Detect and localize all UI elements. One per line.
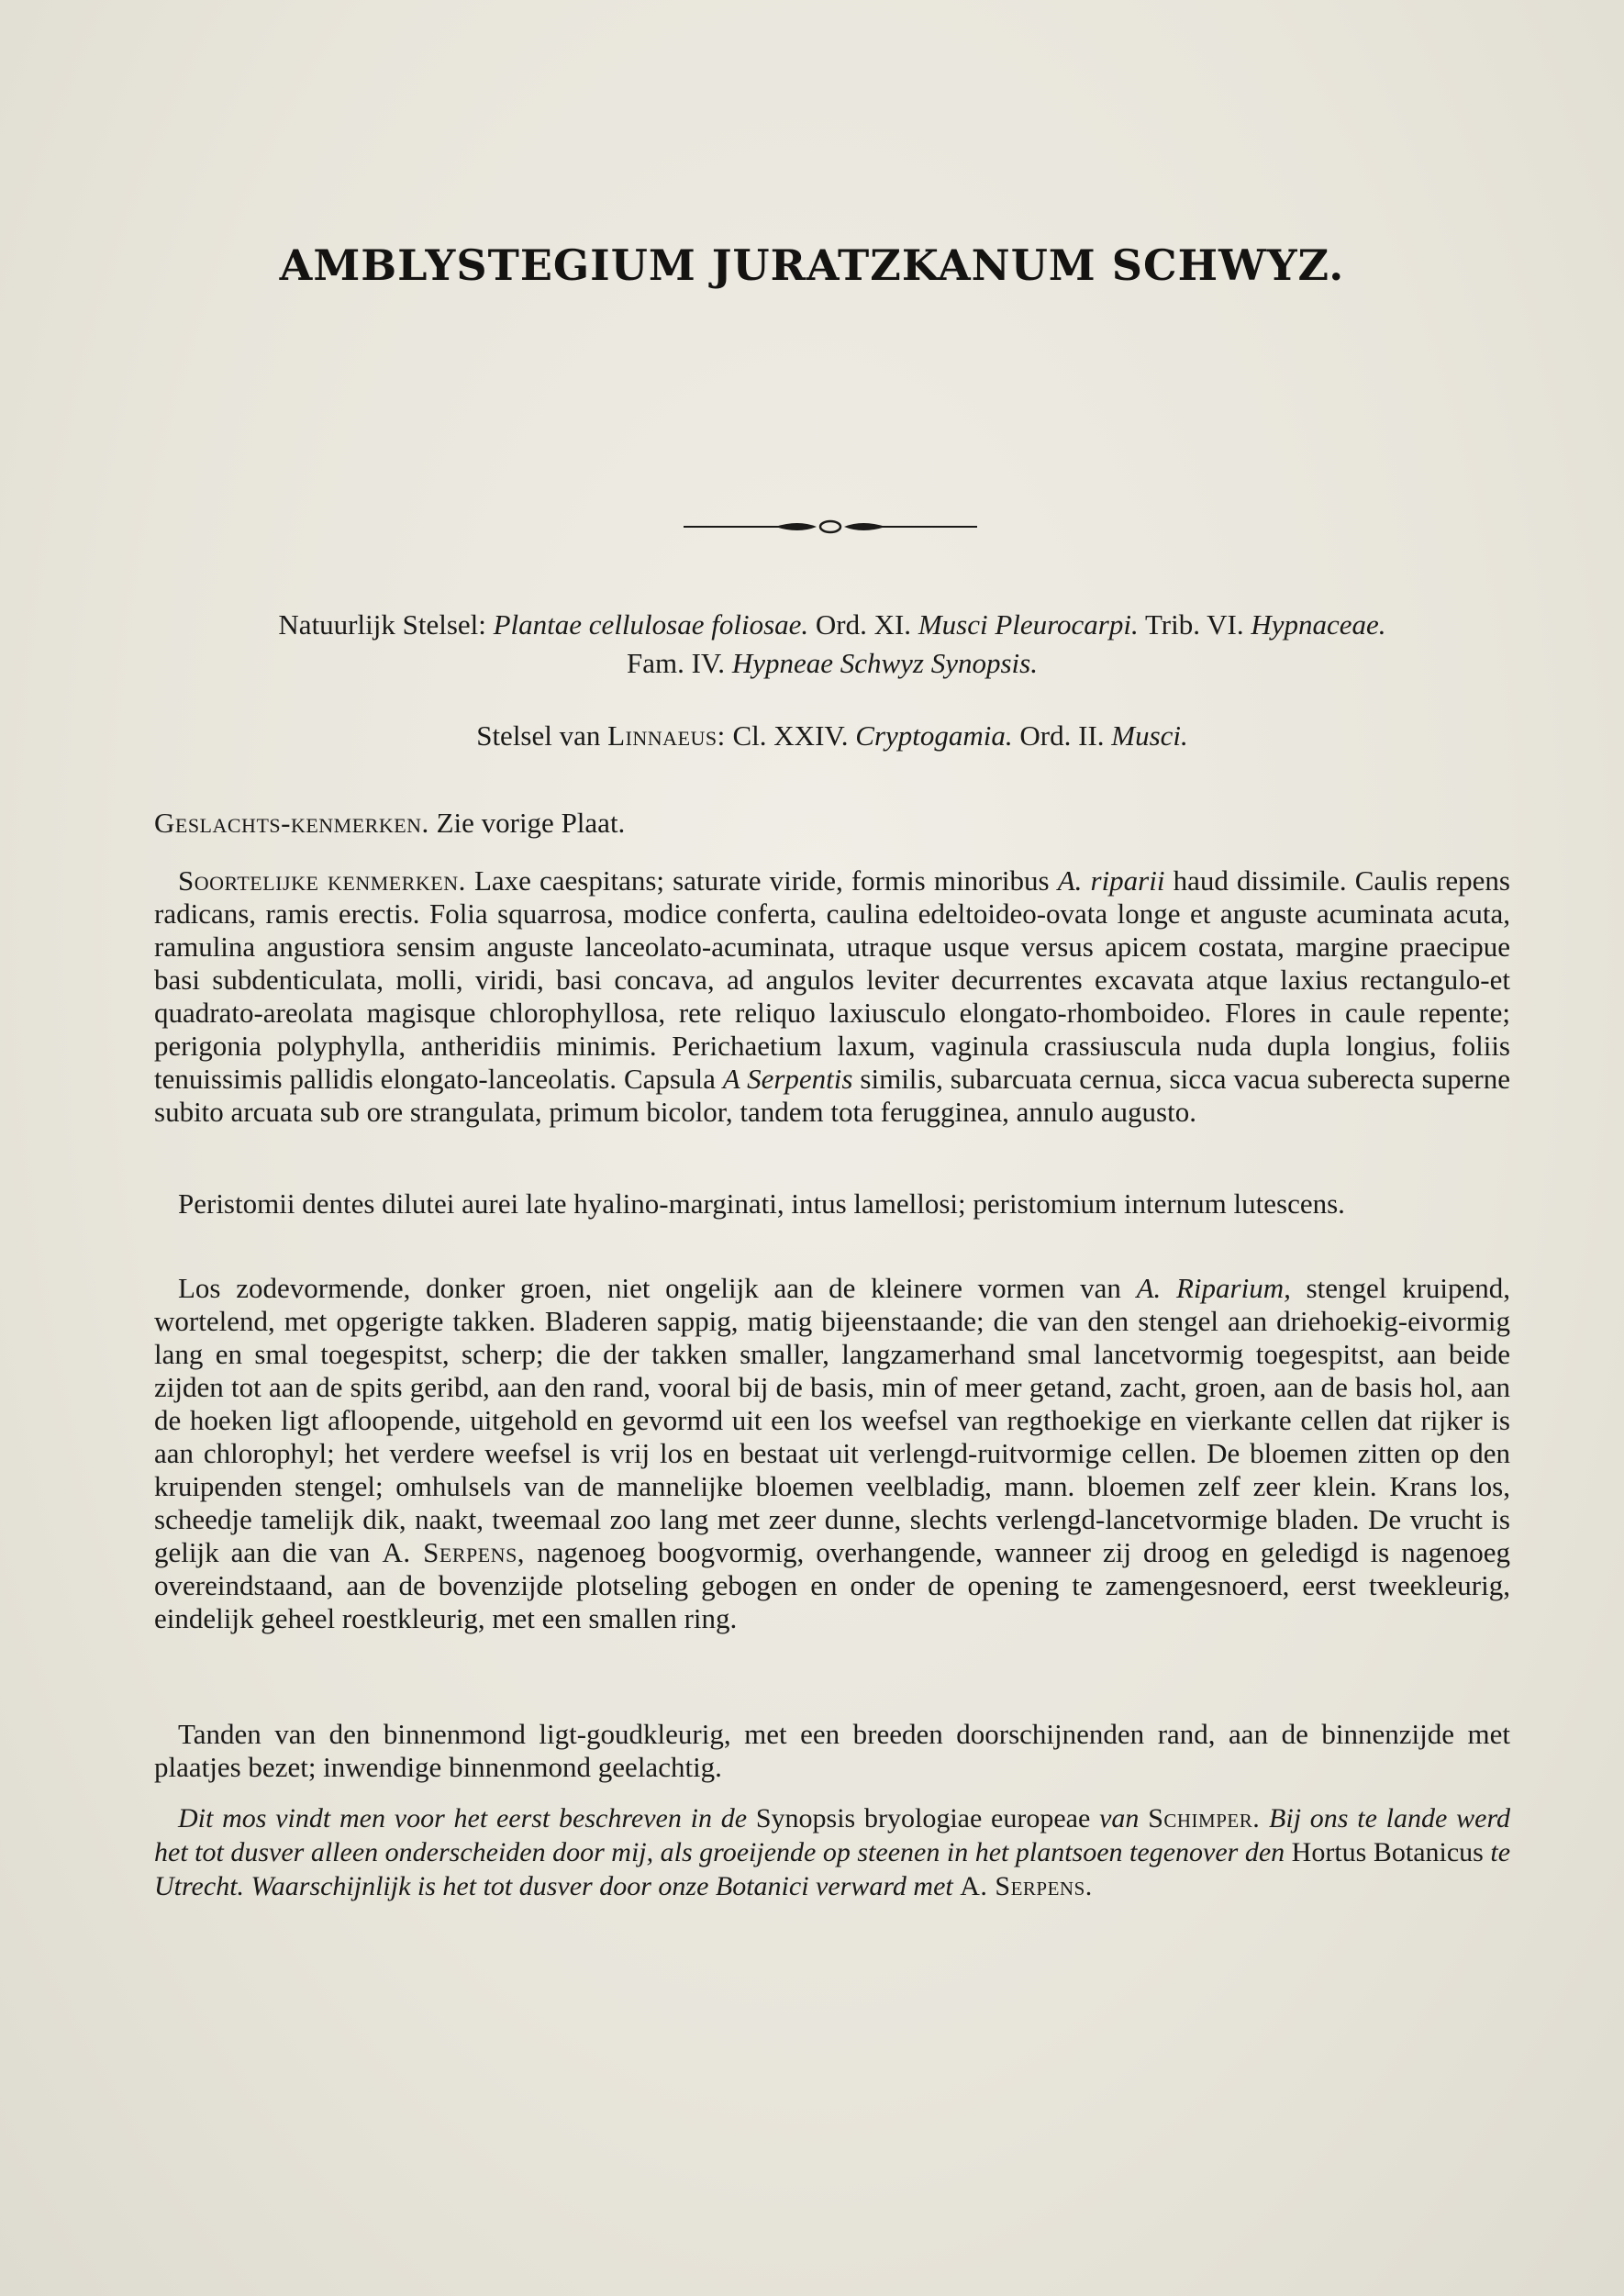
order-name: Musci Pleurocarpi. [918, 608, 1139, 641]
dutch-text-1: Los zodevormende, donker groen, niet ongelijk aan de kleinere vormen van [178, 1272, 1121, 1304]
dutch-text-3: nagenoeg boogvormig, overhangende, wanneer zij droog en geledigd is nagenoeg overeindstaand, aan de bovenzijde plotseling gebogen en onder de opening te zamengesnoerd, eerst tweekleurig, eindelijk geheel roestkleurig, met een smallen ring. [154, 1536, 1511, 1634]
order-label: Ord. XI. [815, 608, 912, 641]
family-name: Hypneae Schwyz Synopsis. [731, 647, 1038, 679]
family-line [154, 647, 1510, 680]
linnaeus-van: van [559, 719, 601, 752]
peristome-paragraph [154, 1187, 1510, 1220]
genus-paragraph [154, 807, 1510, 840]
species-label: Soortelijke kenmerken. [178, 864, 466, 897]
genus-label: Geslachts-kenmerken. [154, 807, 429, 839]
note-text-1: Dit mos vindt men voor het eerst beschreven in de [178, 1803, 748, 1833]
linnaeus-order-name: Musci. [1111, 719, 1188, 752]
linnaeus-class-name: Cryptogamia. [855, 719, 1013, 752]
dutch-ref-serpens: A. Serpens, [382, 1536, 526, 1568]
dutch-description-paragraph [154, 1272, 1510, 1635]
peristome-text: Peristomii dentes dilutei aurei late hyalino-marginati, intus lamellosi; peristomium internum lutescens. [178, 1187, 1345, 1220]
linnaeus-name: Linnaeus: [607, 719, 726, 752]
note-paragraph [154, 1801, 1510, 1903]
teeth-text: Tanden van den binnenmond ligt-goudkleurig, met een breeden doorschijnenden rand, aan de binnenzijde met plaatjes bezet; inwendige binnenmond geelachtig. [154, 1718, 1510, 1783]
species-text-1: Laxe caespitans; saturate viride, formis minoribus [473, 864, 1050, 897]
linnaeus-order-label: Ord. II. [1019, 719, 1105, 752]
genus-text: Zie vorige Plaat. [436, 807, 626, 839]
family-label: Fam. IV. [626, 647, 726, 679]
note-synopsis-title: Synopsis bryologiae europeae [755, 1803, 1091, 1833]
species-ref-serpentis: A Serpentis [722, 1063, 853, 1095]
species-ref-riparii: A. riparii [1057, 864, 1165, 897]
linnaeus-system-label: Stelsel [476, 719, 552, 752]
natural-system-label: Natuurlijk Stelsel: [278, 608, 486, 641]
note-serpens: A. Serpens. [960, 1871, 1093, 1901]
dutch-ref-riparium: A. Riparium, [1136, 1272, 1291, 1304]
teeth-paragraph [154, 1718, 1510, 1784]
class-name: Plantae cellulosae foliosae. [493, 608, 809, 641]
note-hortus: Hortus Botanicus [1291, 1837, 1484, 1867]
species-text-2: haud dissimile. Caulis repens radicans, ramis erectis. Folia squarrosa, modice conferta, caulina edeltoideo-ovata longe et anguste acuminata acuta, ramulina angustiora sensim anguste lanceolato-acuminata, utraque usque versus apicem costata, margine praecipue basi subdenticulata, molli, viridi, basi concava, ad angulos leviter decurrentes excavata atque laxius rectangulo-et quadrato-areolata magisque chlorophyllosa, rete reliquo laxiusculo elongato-rhomboideo. Flores in caule repente; perigonia polyphylla, antheridiis minimis. Perichaetium laxum, vaginula crassiuscula nuda dupla longius, foliis tenuissimis pallidis elongato-lanceolatis. Capsula [154, 864, 1510, 1095]
natural-system-line [154, 608, 1510, 641]
species-text-3: similis, subarcuata cernua, sicca vacua suberecta superne subito arcuata sub ore strangulata, primum bicolor, tandem tota ferugginea, annulo augusto. [154, 1063, 1511, 1128]
page-title: AMBLYSTEGIUM JURATZKANUM SCHWYZ. [279, 240, 1345, 290]
tribe-label: Trib. VI. [1144, 608, 1244, 641]
note-text-4: te Utrecht. Waarschijnlijk is het tot dusver door onze Botanici verward met [154, 1837, 1511, 1901]
dutch-text-2: stengel kruipend, wortelend, met opgerigte takken. Bladeren sappig, matig bijeenstaande; die van den stengel aan driehoekig-eivormig lang en smal toegespitst, scherp; die der takken smaller, langzamerhand smal lancetvormig toegespitst, aan beide zijden tot aan de spits geribd, aan den rand, vooral bij de basis, min of meer getand, zacht, groen, aan de basis hol, aan de hoeken ligt afloopende, uitgehold en gevormd uit een los weefsel van regthoekige en vierkante cellen dat rijker is aan chlorophyl; het verdere weefsel is vrij los en bestaat uit verlengd-ruitvormige cellen. De bloemen zitten op den kruipenden stengel; omhulsels van de mannelijke bloemen veelbladig, mann. bloemen zelf zeer klein. Krans los, scheedje tamelijk dik, naakt, tweemaal zoo lang met zeer dunne, slechts verlengd-lancetvormige bladen. De vrucht is gelijk aan die van [154, 1272, 1511, 1568]
linnaeus-class-label: Cl. XXIV. [732, 719, 849, 752]
note-text-3: Bij ons te lande werd het tot dusver alleen onderscheiden door mij, als groeijende op steenen in het plantsoen tegenover den [154, 1803, 1511, 1867]
ornament-divider-icon [684, 514, 977, 540]
linnaeus-system-line [154, 719, 1510, 752]
species-paragraph [154, 864, 1510, 1129]
tribe-name: Hypnaceae. [1251, 608, 1386, 641]
note-schimper: Schimper. [1148, 1803, 1261, 1833]
note-text-2: van [1099, 1803, 1140, 1833]
